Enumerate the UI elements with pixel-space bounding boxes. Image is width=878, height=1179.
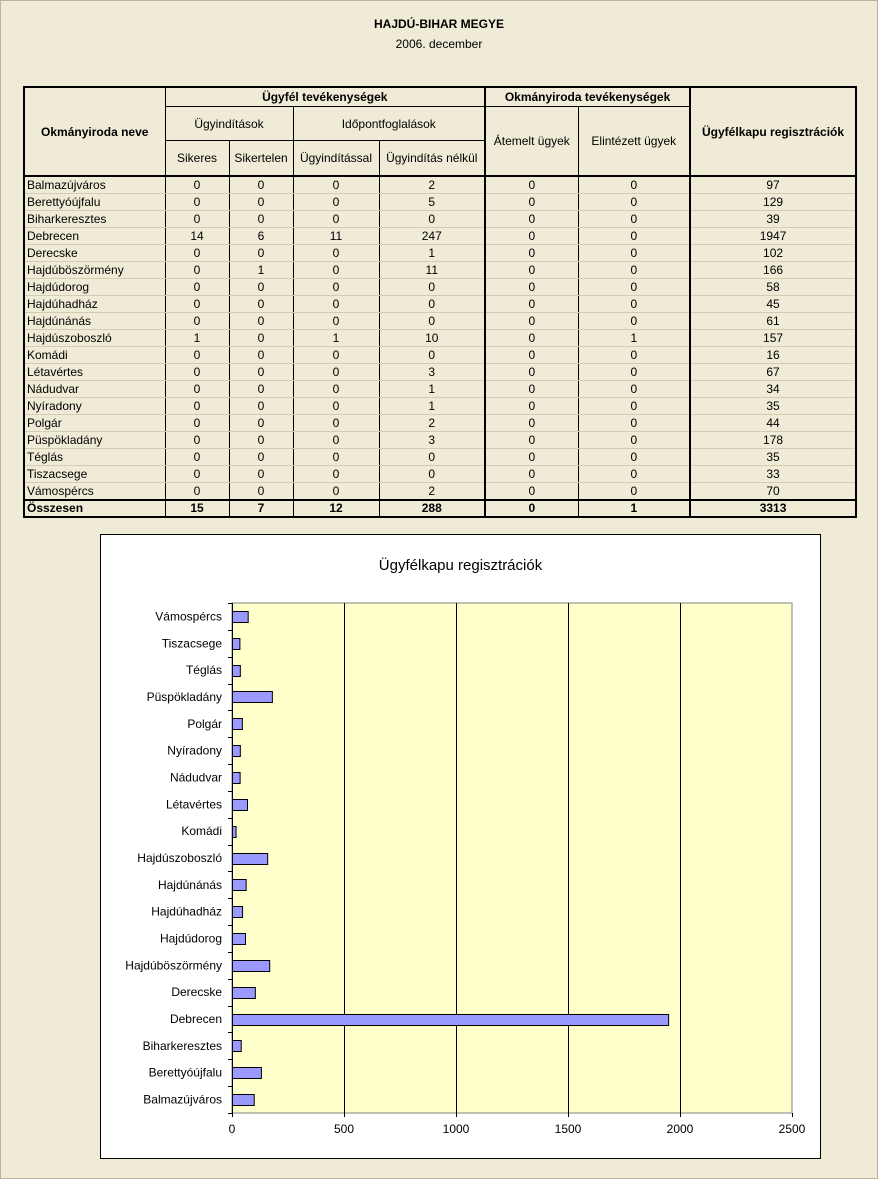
value-cell-nelkul: 5 [379,194,485,211]
value-cell-sikeres: 0 [165,176,229,194]
value-cell-nelkul: 2 [379,415,485,432]
value-cell-sikertelen: 0 [229,364,293,381]
plot-area [232,603,792,1113]
value-cell-regisztraciok: 58 [690,279,856,296]
value-cell-sikertelen: 0 [229,466,293,483]
table-total-row [24,500,856,517]
value-cell-ugyinditassal: 0 [293,313,379,330]
header-without-initiation: Ügyindítás nélkül [379,141,485,177]
value-cell-nelkul: 288 [379,500,485,517]
bar [233,1095,255,1106]
chart-canvas [101,535,820,1158]
office-name-cell: Komádi [24,347,165,364]
value-cell-elintezett: 0 [578,194,690,211]
table-row [24,194,856,211]
value-cell-ugyinditassal: 0 [293,364,379,381]
table-row [24,296,856,313]
value-cell-elintezett: 0 [578,381,690,398]
office-name-cell: Hajdúböszörmény [24,262,165,279]
table-row [24,432,856,449]
x-tick-label: 500 [333,1122,355,1136]
value-cell-regisztraciok: 34 [690,381,856,398]
value-cell-regisztraciok: 33 [690,466,856,483]
statistics-table [23,86,857,518]
value-cell-nelkul: 1 [379,381,485,398]
value-cell-regisztraciok: 39 [690,211,856,228]
value-cell-elintezett: 0 [578,211,690,228]
office-name-cell: Polgár [24,415,165,432]
office-name-cell: Tiszacsege [24,466,165,483]
value-cell-atemelt: 0 [485,449,578,466]
x-tick-label: 0 [228,1122,236,1136]
value-cell-sikeres: 0 [165,364,229,381]
value-cell-ugyinditassal: 0 [293,466,379,483]
value-cell-sikeres: 0 [165,432,229,449]
value-cell-sikeres: 0 [165,398,229,415]
value-cell-sikertelen: 0 [229,194,293,211]
value-cell-atemelt: 0 [485,279,578,296]
category-label: Komádi [181,824,222,839]
office-name-cell: Hajdúdorog [24,279,165,296]
value-cell-sikeres: 0 [165,296,229,313]
value-cell-atemelt: 0 [485,245,578,262]
value-cell-sikertelen: 6 [229,228,293,245]
bar [233,800,248,811]
value-cell-elintezett: 0 [578,313,690,330]
category-label: Hajdúböszörmény [125,958,222,973]
value-cell-atemelt: 0 [485,483,578,501]
value-cell-atemelt: 0 [485,398,578,415]
table-row [24,466,856,483]
value-cell-sikertelen: 0 [229,330,293,347]
value-cell-ugyinditassal: 0 [293,432,379,449]
value-cell-ugyinditassal: 12 [293,500,379,517]
value-cell-atemelt: 0 [485,466,578,483]
office-name-cell: Nyíradony [24,398,165,415]
value-cell-regisztraciok: 61 [690,313,856,330]
bar [233,639,240,650]
value-cell-regisztraciok: 166 [690,262,856,279]
bar [233,746,241,757]
bar [233,612,249,623]
bar [233,854,268,865]
category-label: Berettyóújfalu [148,1065,222,1080]
value-cell-sikertelen: 0 [229,398,293,415]
value-cell-atemelt: 0 [485,330,578,347]
x-tick-label: 2000 [666,1122,694,1136]
registrations-chart [100,534,821,1159]
value-cell-elintezett: 0 [578,466,690,483]
value-cell-ugyinditassal: 0 [293,381,379,398]
value-cell-ugyinditassal: 0 [293,279,379,296]
category-label: Biharkeresztes [142,1038,222,1053]
value-cell-nelkul: 0 [379,211,485,228]
value-cell-nelkul: 2 [379,483,485,501]
value-cell-elintezett: 1 [578,500,690,517]
office-name-cell: Vámospércs [24,483,165,501]
category-label: Hajdúhadház [151,904,222,919]
bar [233,961,270,972]
page-subtitle: 2006. december [395,37,483,51]
bar [233,988,256,999]
category-label: Polgár [187,716,222,731]
value-cell-sikertelen: 0 [229,279,293,296]
header-office-activities: Okmányiroda tevékenységek [485,87,690,107]
chart-title: Ügyfélkapu regisztrációk [378,557,543,574]
value-cell-atemelt: 0 [485,211,578,228]
value-cell-atemelt: 0 [485,228,578,245]
x-tick-label: 2500 [778,1122,806,1136]
value-cell-regisztraciok: 35 [690,449,856,466]
category-label: Derecske [171,985,222,1000]
value-cell-sikeres: 0 [165,245,229,262]
value-cell-sikeres: 0 [165,466,229,483]
value-cell-sikertelen: 1 [229,262,293,279]
value-cell-elintezett: 0 [578,364,690,381]
bar [233,907,243,918]
bar [233,1068,262,1079]
value-cell-sikertelen: 0 [229,381,293,398]
value-cell-sikeres: 0 [165,313,229,330]
bar [233,666,241,677]
table-row [24,415,856,432]
value-cell-sikeres: 0 [165,415,229,432]
value-cell-ugyinditassal: 0 [293,262,379,279]
header-with-initiation: Ügyindítással [293,141,379,177]
x-tick-label: 1000 [442,1122,470,1136]
category-label: Püspökladány [146,689,222,704]
value-cell-elintezett: 0 [578,432,690,449]
value-cell-nelkul: 0 [379,296,485,313]
category-label: Téglás [185,663,222,678]
header-initiations: Ügyindítások [165,107,293,141]
value-cell-sikeres: 0 [165,381,229,398]
value-cell-nelkul: 0 [379,347,485,364]
table-body [24,176,856,517]
value-cell-regisztraciok: 129 [690,194,856,211]
office-name-cell: Nádudvar [24,381,165,398]
value-cell-nelkul: 1 [379,398,485,415]
office-name-cell: Berettyóújfalu [24,194,165,211]
bar [233,934,246,945]
value-cell-atemelt: 0 [485,194,578,211]
value-cell-sikertelen: 0 [229,347,293,364]
page-title: HAJDÚ-BIHAR MEGYE [373,17,504,31]
value-cell-atemelt: 0 [485,347,578,364]
office-name-cell: Debrecen [24,228,165,245]
value-cell-nelkul: 2 [379,176,485,194]
office-name-cell: Téglás [24,449,165,466]
value-cell-sikeres: 0 [165,347,229,364]
value-cell-nelkul: 0 [379,313,485,330]
value-cell-atemelt: 0 [485,415,578,432]
office-name-cell: Biharkeresztes [24,211,165,228]
value-cell-sikeres: 1 [165,330,229,347]
value-cell-nelkul: 1 [379,245,485,262]
value-cell-sikertelen: 0 [229,211,293,228]
value-cell-atemelt: 0 [485,176,578,194]
value-cell-ugyinditassal: 1 [293,330,379,347]
value-cell-ugyinditassal: 0 [293,176,379,194]
value-cell-sikeres: 0 [165,279,229,296]
value-cell-elintezett: 0 [578,449,690,466]
value-cell-atemelt: 0 [485,381,578,398]
header-registrations: Ügyfélkapu regisztrációk [690,87,856,176]
header-transferred: Átemelt ügyek [485,107,578,177]
bar [233,692,273,703]
office-name-cell: Hajdúhadház [24,296,165,313]
value-cell-ugyinditassal: 0 [293,415,379,432]
office-name-cell: Derecske [24,245,165,262]
value-cell-sikertelen: 0 [229,296,293,313]
value-cell-elintezett: 0 [578,296,690,313]
office-name-cell: Összesen [24,500,165,517]
value-cell-sikertelen: 0 [229,432,293,449]
value-cell-sikertelen: 7 [229,500,293,517]
value-cell-ugyinditassal: 11 [293,228,379,245]
value-cell-ugyinditassal: 0 [293,245,379,262]
bar [233,719,243,730]
value-cell-regisztraciok: 67 [690,364,856,381]
table-row [24,398,856,415]
table-row [24,449,856,466]
value-cell-atemelt: 0 [485,432,578,449]
bar [233,1015,669,1026]
category-label: Tiszacsege [161,636,222,651]
value-cell-sikertelen: 0 [229,449,293,466]
value-cell-nelkul: 3 [379,432,485,449]
value-cell-sikeres: 14 [165,228,229,245]
category-label: Vámospércs [155,609,222,624]
header-successful: Sikeres [165,141,229,177]
value-cell-atemelt: 0 [485,500,578,517]
value-cell-ugyinditassal: 0 [293,449,379,466]
value-cell-regisztraciok: 178 [690,432,856,449]
table-row [24,176,856,194]
value-cell-nelkul: 0 [379,449,485,466]
header-completed: Elintézett ügyek [578,107,690,177]
value-cell-elintezett: 0 [578,228,690,245]
bar [233,827,237,838]
office-name-cell: Hajdúszoboszló [24,330,165,347]
value-cell-nelkul: 0 [379,466,485,483]
office-name-cell: Hajdúnánás [24,313,165,330]
value-cell-sikertelen: 0 [229,176,293,194]
table-row [24,364,856,381]
header-office-name: Okmányiroda neve [24,87,165,176]
value-cell-sikeres: 0 [165,262,229,279]
value-cell-ugyinditassal: 0 [293,347,379,364]
value-cell-sikertelen: 0 [229,483,293,501]
value-cell-sikeres: 0 [165,449,229,466]
value-cell-nelkul: 11 [379,262,485,279]
value-cell-regisztraciok: 3313 [690,500,856,517]
bar [233,880,247,891]
value-cell-sikeres: 0 [165,194,229,211]
value-cell-elintezett: 0 [578,347,690,364]
category-label: Balmazújváros [143,1092,222,1107]
header-appointments: Időpontfoglalások [293,107,485,141]
value-cell-sikertelen: 0 [229,415,293,432]
table-row [24,262,856,279]
value-cell-elintezett: 0 [578,245,690,262]
value-cell-elintezett: 1 [578,330,690,347]
value-cell-nelkul: 0 [379,279,485,296]
value-cell-elintezett: 0 [578,262,690,279]
category-label: Debrecen [169,1012,222,1027]
category-label: Nyíradony [167,743,222,758]
value-cell-regisztraciok: 35 [690,398,856,415]
value-cell-atemelt: 0 [485,296,578,313]
category-label: Hajdúnánás [157,877,222,892]
value-cell-sikeres: 0 [165,211,229,228]
office-name-cell: Püspökladány [24,432,165,449]
value-cell-nelkul: 10 [379,330,485,347]
value-cell-sikertelen: 0 [229,245,293,262]
bar [233,1041,242,1052]
value-cell-ugyinditassal: 0 [293,296,379,313]
x-tick-label: 1500 [554,1122,582,1136]
value-cell-nelkul: 247 [379,228,485,245]
value-cell-elintezett: 0 [578,398,690,415]
table-row [24,381,856,398]
value-cell-elintezett: 0 [578,415,690,432]
value-cell-nelkul: 3 [379,364,485,381]
category-label: Létavértes [165,797,222,812]
header-unsuccessful: Sikertelen [229,141,293,177]
office-name-cell: Balmazújváros [24,176,165,194]
table-row [24,228,856,245]
value-cell-atemelt: 0 [485,313,578,330]
bar [233,773,241,784]
value-cell-regisztraciok: 157 [690,330,856,347]
value-cell-atemelt: 0 [485,364,578,381]
table-row [24,347,856,364]
value-cell-elintezett: 0 [578,176,690,194]
value-cell-atemelt: 0 [485,262,578,279]
table-row [24,245,856,262]
value-cell-ugyinditassal: 0 [293,398,379,415]
value-cell-ugyinditassal: 0 [293,211,379,228]
value-cell-ugyinditassal: 0 [293,483,379,501]
table-row [24,279,856,296]
table-row [24,483,856,501]
value-cell-ugyinditassal: 0 [293,194,379,211]
value-cell-elintezett: 0 [578,483,690,501]
table-row [24,330,856,347]
value-cell-regisztraciok: 16 [690,347,856,364]
category-label: Hajdúszoboszló [137,851,222,865]
value-cell-sikeres: 15 [165,500,229,517]
value-cell-elintezett: 0 [578,279,690,296]
office-name-cell: Létavértes [24,364,165,381]
value-cell-regisztraciok: 70 [690,483,856,501]
value-cell-regisztraciok: 44 [690,415,856,432]
value-cell-regisztraciok: 102 [690,245,856,262]
table-row [24,313,856,330]
table-row [24,211,856,228]
value-cell-regisztraciok: 1947 [690,228,856,245]
value-cell-sikertelen: 0 [229,313,293,330]
header-client-activities: Ügyfél tevékenységek [165,87,485,107]
value-cell-regisztraciok: 45 [690,296,856,313]
value-cell-sikeres: 0 [165,483,229,501]
value-cell-regisztraciok: 97 [690,176,856,194]
category-label: Hajdúdorog [159,931,222,946]
category-label: Nádudvar [169,770,222,785]
